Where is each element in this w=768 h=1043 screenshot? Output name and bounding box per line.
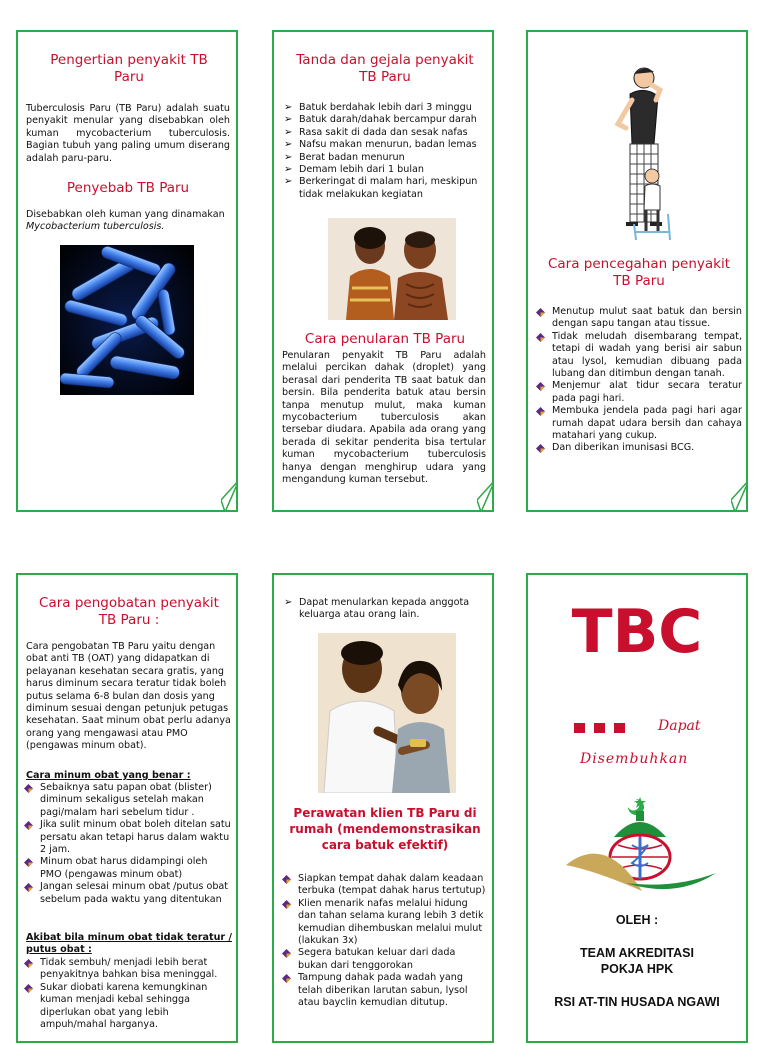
bacteria-image: [60, 245, 194, 395]
cover-team-line2: POKJA HPK: [600, 962, 674, 976]
list-item-text: Tidak meludah disembarang tempat, tetapi di wadah yang berisi air sabun atau lysol, kemudian dibuang pada lubang dan ditimbun dengan tanah.: [552, 330, 742, 380]
list-item-text: Sukar diobati karena kemungkinan kuman menjadi kebal sehingga diperlukan obat yang lebih ampuh/mahal harganya.: [40, 981, 208, 1031]
page-fold-icon: [221, 480, 238, 512]
list-item: [22, 819, 232, 856]
cover-team-line1: TEAM AKREDITASI: [580, 946, 694, 960]
panel-perawatan: [272, 573, 494, 1043]
perawatan-list: [280, 873, 486, 1009]
list-item: [22, 782, 232, 819]
top-arrow-list: [284, 597, 486, 622]
heading-tanda-gejala: Tanda dan gejala penyakit TB Paru: [296, 52, 474, 85]
hospital-logo-icon: [566, 793, 716, 897]
page-fold-icon: [477, 480, 494, 512]
diamond-bullet-icon: [536, 308, 545, 317]
panel-tanda-gejala: [272, 30, 494, 512]
panel-pengobatan: [16, 573, 238, 1043]
list-item: [284, 114, 486, 126]
list-item: [284, 139, 486, 151]
list-item: [22, 957, 232, 982]
diamond-bullet-icon: [24, 784, 33, 793]
heading-pengobatan: Cara pengobatan penyakit TB Paru :: [39, 595, 219, 628]
ellipsis-squares-icon: [574, 721, 630, 735]
list-item-text: Rasa sakit di dada dan sesak nafas: [299, 126, 468, 138]
list-item-text: Tampung dahak pada wadah yang telah diberikan larutan sabun, lysol atau bayclin kemudian ditutup.: [298, 972, 468, 1009]
coughing-man-illustration: [590, 64, 680, 244]
page-fold-icon: [731, 480, 748, 512]
diamond-bullet-icon: [282, 949, 291, 958]
list-item: [534, 380, 742, 405]
pencegahan-list: [534, 306, 742, 455]
list-item-text: Demam lebih dari 1 bulan: [299, 164, 424, 176]
list-item: [284, 164, 486, 176]
diamond-bullet-icon: [282, 900, 291, 909]
list-item: [280, 898, 486, 948]
list-item-text: Tidak sembuh/ menjadi lebih berat penyakitnya bahkan bisa meninggal.: [40, 957, 218, 981]
list-item-text: Segera batukan keluar dari dada bukan dari tenggorokan: [298, 947, 456, 971]
medication-demo-photo: [318, 633, 456, 793]
list-item: [22, 881, 232, 906]
cover-subtitle-disembuhkan: Disembuhkan: [580, 751, 689, 767]
list-item-text: Minum obat harus didampingi oleh PMO (pengawas minum obat): [40, 856, 208, 880]
subheading-akibat: Akibat bila minum obat tidak teratur / putus obat :: [26, 932, 232, 956]
diamond-bullet-icon: [24, 883, 33, 892]
list-item-text: Nafsu makan menurun, badan lemas: [299, 139, 477, 151]
paragraph-penularan: Penularan penyakit TB Paru adalah melalui percikan dahak (droplet) yang berasal dari penderita TB saat batuk dan bersin. Bila penderita batuk atau bersin tanpa menutup mulut, maka kuman mycobacterium tuberculosis akan tersebar diudara. Apabila ada orang yang berada di sekitar penderita bisa tertular kuman mycobacterium tuberculosis hanya dengan menghirup udara yang mengandung kuman tersebut.: [282, 350, 486, 486]
list-item-text: Berkeringat di malam hari, meskipun tidak melakukan kegiatan: [299, 176, 478, 200]
list-item-text: Menjemur alat tidur secara teratur pada pagi hari.: [552, 380, 742, 404]
list-item: [22, 856, 232, 881]
panel-pencegahan: [526, 30, 748, 512]
diamond-bullet-icon: [536, 382, 545, 391]
list-item: [534, 306, 742, 331]
list-item: [534, 405, 742, 442]
panel-pengertian: [16, 30, 238, 512]
patients-photo: [328, 218, 456, 320]
list-item: [534, 442, 742, 454]
list-item-text: Jika sulit minum obat boleh ditelan satu persatu akan tetapi harus dalam waktu 2 jam.: [40, 819, 231, 856]
list-item-text: Membuka jendela pada pagi hari agar rumah dapat udara bersih dan cahaya matahari yang cukup.: [552, 405, 742, 442]
list-item: [280, 972, 486, 1009]
heading-perawatan: Perawatan klien TB Paru di rumah (mendemonstrasikan cara batuk efektif): [289, 806, 481, 852]
penyebab-text: Disebabkan oleh kuman yang dinamakan: [26, 209, 225, 220]
list-item-text: Siapkan tempat dahak dalam keadaan terbuka (tempat dahak harus tertutup): [298, 873, 486, 897]
diamond-bullet-icon: [282, 974, 291, 983]
cover-hospital-name: RSI AT-TIN HUSADA NGAWI: [554, 995, 720, 1009]
diamond-bullet-icon: [24, 984, 33, 993]
list-item: [284, 176, 486, 201]
heading-pengertian: Pengertian penyakit TB Paru: [50, 52, 208, 85]
paragraph-pengertian: Tuberculosis Paru (TB Paru) adalah suatu penyakit menular yang disebabkan oleh kuman mycobacterium tuberculosis. Bagian tubuh yang paling umum diserang adalah paru-paru.: [26, 103, 230, 164]
list-item-text: Dapat menularkan kepada anggota keluarga atau orang lain.: [299, 597, 470, 621]
list-item: [534, 331, 742, 381]
list-item-text: Dan diberikan imunisasi BCG.: [552, 442, 695, 454]
list-item-text: Berat badan menurun: [299, 151, 405, 163]
list-item-text: Menutup mulut saat batuk dan bersin dengan sapu tangan atau tissue.: [552, 306, 742, 330]
diamond-bullet-icon: [24, 858, 33, 867]
list-item: [284, 597, 486, 622]
list-item-text: Batuk berdahak lebih dari 3 minggu: [299, 102, 472, 113]
list-item: [280, 947, 486, 972]
list-item: [284, 127, 486, 139]
penyebab-species: Mycobacterium tuberculosis.: [26, 221, 165, 233]
heading-penyebab: Penyebab TB Paru: [66, 180, 190, 196]
subheading-cara-minum: Cara minum obat yang benar :: [26, 770, 191, 781]
diamond-bullet-icon: [536, 333, 545, 342]
list-item: [284, 102, 486, 114]
paragraph-penyebab: [26, 209, 232, 234]
cover-title: TBC: [571, 597, 703, 667]
diamond-bullet-icon: [536, 407, 545, 416]
list-item-text: Batuk darah/dahak bercampur darah: [299, 114, 477, 126]
list-item-text: Klien menarik nafas melalui hidung dan tahan selama kurang lebih 3 detik kemudian dihembuskan melalui mulut (lakukan 3x): [298, 897, 484, 947]
akibat-list: [22, 957, 232, 1031]
heading-penularan: Cara penularan TB Paru: [304, 331, 466, 347]
cover-subtitle-dapat: Dapat: [658, 718, 701, 734]
diamond-bullet-icon: [536, 444, 545, 453]
cara-minum-list: [22, 782, 232, 906]
list-item: [284, 152, 486, 164]
symptom-list: [284, 102, 486, 201]
paragraph-pengobatan: Cara pengobatan TB Paru yaitu dengan obat anti TB (OAT) yang didapatkan di pelayanan kesehatan secara gratis, yang harus diminum secara teratur tidak boleh putus selama 6-8 bulan dan dosis yang diminum sesuai dengan petunjuk petugas kesehatan. Saat minum obat perlu adanya orang yang mengawasi atau PMO (pengawas minum obat).: [26, 641, 231, 752]
list-item-text: Jangan selesai minum obat /putus obat sebelum pada waktu yang ditentukan: [40, 881, 229, 905]
diamond-bullet-icon: [24, 821, 33, 830]
diamond-bullet-icon: [24, 959, 33, 968]
list-item-text: Sebaiknya satu papan obat (blister) diminum sekaligus setelah makan pagi/malam hari sebelum tidur .: [40, 782, 212, 818]
heading-pencegahan: Cara pencegahan penyakit TB Paru: [547, 256, 731, 289]
cover-by-label: OLEH :: [615, 913, 659, 927]
list-item: [280, 873, 486, 898]
panel-cover: [526, 573, 748, 1043]
diamond-bullet-icon: [282, 875, 291, 884]
